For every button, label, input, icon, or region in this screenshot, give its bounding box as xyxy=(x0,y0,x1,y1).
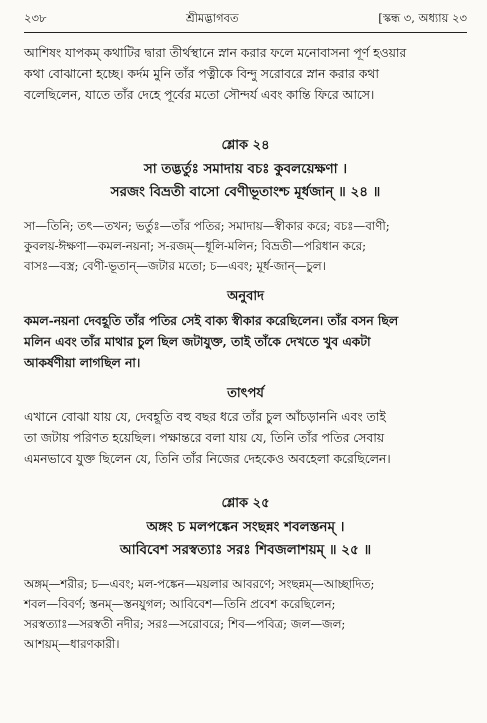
synonym-line: কুবলয়-ঈক্ষণা—কমল-নয়না; স-রজম্—ধূলি-মলিন; বিভ্রতী—পরিধান করে; xyxy=(24,239,367,253)
verse-25-text xyxy=(24,516,467,562)
verse-line: সরজং বিভ্রতী বাসো বেণীভূতাংশ্চ মূর্ধজান্ ॥ ২৪ ॥ xyxy=(110,184,381,200)
verse-24-purport xyxy=(24,407,467,470)
chapter-reference: [স্কন্ধ ৩, অধ্যায় ২৩ xyxy=(378,10,467,25)
verse-24-translation xyxy=(24,310,467,373)
translation-line: মলিন এবং তাঁর মাথার চুল ছিল জটাযুক্ত, তাই তাঁকে দেখতে খুব একটা xyxy=(24,334,371,349)
purport-heading: তাৎপর্য xyxy=(227,386,264,401)
verse-line: সা তদ্ভর্তুঃ সমাদায় বচঃ কুবলয়েক্ষণা । xyxy=(143,161,348,177)
verse-24-text xyxy=(24,158,467,204)
purport-line: এমনভাবে যুক্ত ছিলেন যে, তিনি তাঁর নিজের দেহকেও অবহেলা করেছিলেন। xyxy=(24,452,391,466)
verse-line: অঙ্গং চ মলপঙ্কেন সংছন্নং শবলস্তনম্ । xyxy=(146,519,345,535)
verse-25-heading: শ্লোক ২৫ xyxy=(221,496,270,511)
translation-line: আকর্ষণীয়া লাগছিল না। xyxy=(24,355,141,370)
purport-line: এখানে বোঝা যায় যে, দেবহূতি বহু বছর ধরে তাঁর চুল আঁচড়াননি এবং তাই xyxy=(24,410,386,424)
intro-line: কথা বোঝানো হচ্ছে। কর্দম মুনি তাঁর পত্নীকে বিন্দু সরোবরে স্নান করার কথা xyxy=(24,67,379,81)
intro-paragraph xyxy=(24,43,467,106)
synonym-line: শবল—বিবর্ণ; স্তনম্—স্তনযুগল; আবিবেশ—তিনি প্রবেশ করেছিলেন; xyxy=(24,597,336,611)
page-number: ২৩৮ xyxy=(24,10,47,25)
synonym-line: সরস্বত্যাঃ—সরস্বতী নদীর; সরঃ—সরোবরে; শিব—পবিত্র; জল—জল; xyxy=(24,617,346,631)
book-title: শ্রীমদ্ভাগবত xyxy=(185,10,239,25)
verse-24-heading: শ্লোক ২৪ xyxy=(221,138,270,153)
intro-line: আশিষং যাপকম্ কথাটির দ্বারা তীর্থস্থানে স্নান করার ফলে মনোবাসনা পূর্ণ হওয়ার xyxy=(24,46,407,60)
translation-line: কমল-নয়না দেবহূতি তাঁর পতির সেই বাক্য স্বীকার করেছিলেন। তাঁর বসন ছিল xyxy=(24,313,399,328)
verse-line: আবিবেশ সরস্বত্যাঃ সরঃ শিবজলাশয়ম্ ॥ ২৫ ॥ xyxy=(119,542,372,558)
translation-heading: অনুবাদ xyxy=(227,289,264,304)
verse-25-synonyms xyxy=(24,574,467,654)
synonym-line: আশয়ম্—ধারণকারী। xyxy=(24,637,120,651)
intro-line: বলেছিলেন, যাতে তাঁর দেহে পূর্বের মতো সৌন্দর্য এবং কান্তি ফিরে আসে। xyxy=(24,88,375,102)
synonym-line: সা—তিনি; তৎ—তখন; ভর্তুঃ—তাঁর পতির; সমাদায়—স্বীকার করে; বচঃ—বাণী; xyxy=(24,219,390,233)
running-header xyxy=(24,6,467,33)
verse-24-synonyms xyxy=(24,216,467,276)
synonym-line: অঙ্গম্—শরীর; চ—এবং; মল-পঙ্কেন—ময়লার আবরণে; সংছন্নম্—আচ্ছাদিত; xyxy=(24,577,375,591)
synonym-line: বাসঃ—বস্ত্র; বেণী-ভূতান্—জটার মতো; চ—এবং; মূর্ধ-জান্—চুল। xyxy=(24,259,326,273)
purport-line: তা জটায় পরিণত হয়েছিল। পক্ষান্তরে বলা যায় যে, তিনি তাঁর পতির সেবায় xyxy=(24,431,385,445)
